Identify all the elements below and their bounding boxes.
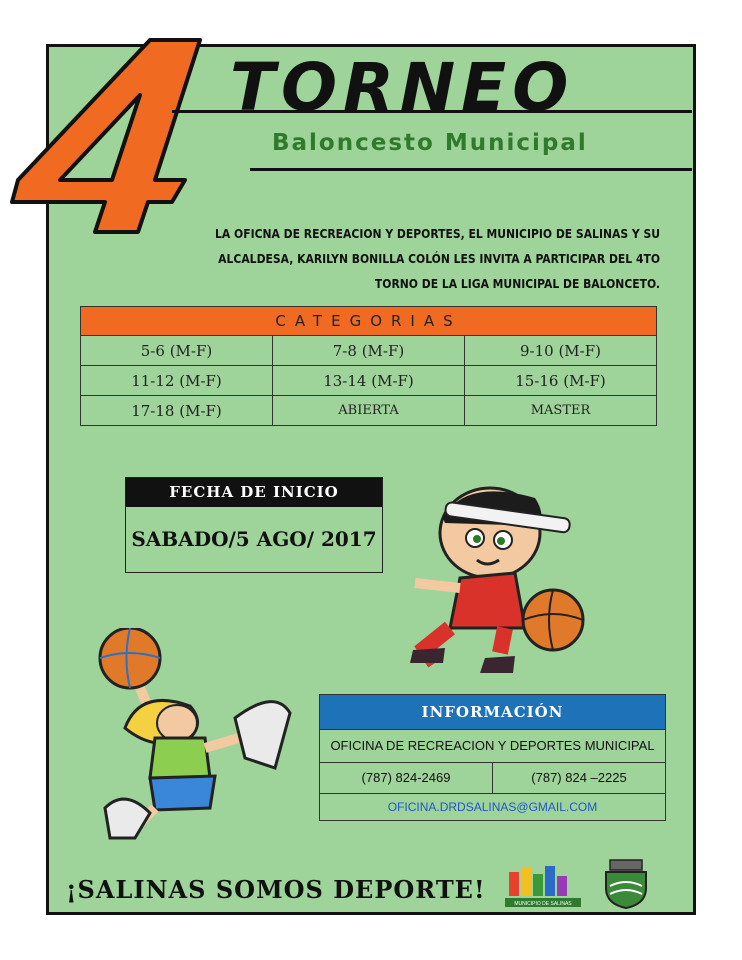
categories-table [80, 306, 657, 426]
start-date-value: SABADO/5 AGO/ 2017 [131, 527, 377, 551]
slogan: ¡SALINAS SOMOS DEPORTE! [66, 875, 486, 904]
start-date-heading: FECHA DE INICIO [126, 478, 382, 507]
email-link[interactable]: OFICINA.DRDSALINAS@GMAIL.COM [320, 793, 665, 820]
phone-number: (787) 824 –2225 [492, 763, 665, 793]
intro-line: TORNO DE LA LIGA MUNICIPAL DE BALONCETO. [374, 277, 660, 291]
phone-number: (787) 824-2469 [361, 770, 451, 785]
girl-player-illustration [95, 628, 295, 850]
category-cell: 17-18 (M-F) [81, 396, 273, 426]
info-heading: INFORMACIÓN [320, 695, 665, 729]
category-cell: 13-14 (M-F) [273, 366, 465, 396]
department-logo [505, 862, 581, 908]
info-office: OFICINA DE RECREACION Y DEPORTES MUNICIPAL [320, 729, 665, 762]
category-cell: 9-10 (M-F) [465, 336, 657, 366]
category-cell: 11-12 (M-F) [81, 366, 273, 396]
categories-heading: CATEGORIAS [81, 307, 657, 336]
svg-text:MUNICIPIO DE SALINAS: MUNICIPIO DE SALINAS [514, 901, 572, 907]
boy-player-illustration [405, 478, 590, 678]
subtitle: Baloncesto Municipal [272, 130, 588, 156]
category-cell: 7-8 (M-F) [273, 336, 465, 366]
intro-text [180, 222, 660, 297]
municipal-seal [600, 858, 652, 910]
title: TORNEO [230, 49, 575, 126]
intro-line: ALCALDESA, KARILYN BONILLA COLÓN LES INVITA A PARTICIPAR DEL 4TO [218, 252, 660, 266]
category-cell: 5-6 (M-F) [81, 336, 273, 366]
subtitle-underline [250, 168, 692, 171]
number-four-graphic [0, 0, 260, 240]
info-phones [320, 762, 665, 793]
start-date-box [125, 477, 383, 573]
intro-line: LA OFICNA DE RECREACION Y DEPORTES, EL MUNICIPIO DE SALINAS Y SU [215, 227, 660, 241]
category-cell: ABIERTA [273, 396, 465, 426]
info-box [319, 694, 666, 821]
category-cell: 15-16 (M-F) [465, 366, 657, 396]
category-cell: MASTER [465, 396, 657, 426]
